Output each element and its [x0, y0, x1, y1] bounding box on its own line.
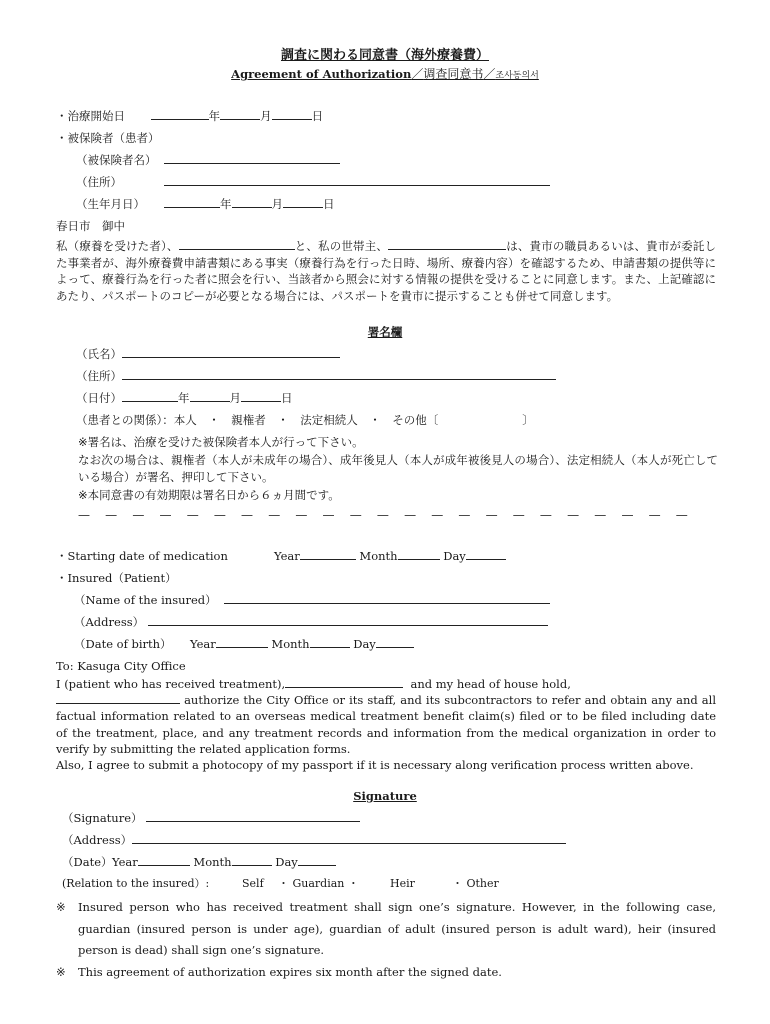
- en-sig-row: [62, 810, 360, 826]
- dash: —: [213, 508, 226, 522]
- en-start-date-label: ・Starting date of medication: [56, 549, 228, 563]
- jp-start-day-field[interactable]: [272, 108, 312, 120]
- jp-day-label: 日: [323, 197, 335, 211]
- en-birth-month-field[interactable]: [310, 636, 350, 648]
- en-body-part-c: authorize the City Office or its staff, and its subcontractors to refer and obtain any and all factual information related to an overseas medical treatment benefit claim(s) filed or to be filed including date of the treatment, place, and any treatment records and information from the medical organization in order to verify by submitting the related application forms.: [56, 693, 716, 756]
- jp-date-year-field[interactable]: [122, 390, 178, 402]
- jp-year-label: 年: [178, 391, 190, 405]
- jp-body-part3: は、貴市の職員あるいは、貴市が委託した事業者が、海外療養費申請書類にある事実（療養行為を行った日時、場所、療養内容）を確認するため、申請書類の提供等によって、療養行為を行った者に照会を行い、当該者から照会に対する情報の提供を受けることに同意します。また、上記確認にあたり、パスポートのコピーが必要となる場合には、パスポートを貴市に提示することも併せて同意します。: [56, 239, 717, 303]
- en-month-label: Month: [359, 549, 398, 563]
- jp-date-day-field[interactable]: [241, 390, 281, 402]
- dash: —: [349, 508, 362, 522]
- jp-sig-address-row: [76, 368, 556, 384]
- dash: —: [458, 508, 471, 522]
- dash: —: [539, 508, 552, 522]
- en-sig-address-label: （Address）: [62, 833, 133, 847]
- en-relation-other[interactable]: ・ Other: [452, 877, 499, 890]
- jp-body-part2: と、私の世帯主、: [294, 239, 389, 253]
- jp-month-label: 月: [271, 197, 283, 211]
- en-month-label: Month: [271, 637, 310, 651]
- jp-relation-row: [76, 412, 534, 428]
- jp-sig-address-field[interactable]: [122, 368, 556, 380]
- en-note1: [56, 897, 716, 962]
- dash: —: [241, 508, 254, 522]
- jp-note2: なお次の場合は、親権者（本人が未成年の場合）、成年後見人（本人が成年被後見人の場合）、法定相続人（本人が死亡している場合）が署名、押印して下さい。: [78, 453, 718, 484]
- jp-address-field[interactable]: [164, 174, 550, 186]
- jp-householder-name-field[interactable]: [388, 238, 506, 250]
- dash: —: [675, 508, 688, 522]
- en-date-label: （Date）: [62, 855, 113, 869]
- jp-addressee: 春日市 御中: [56, 219, 125, 233]
- en-address-row: [74, 614, 548, 630]
- jp-signature-heading: 署名欄: [367, 325, 403, 339]
- jp-birth-month-field[interactable]: [232, 196, 272, 208]
- title-separator: ／: [411, 67, 424, 81]
- dash: —: [132, 508, 145, 522]
- en-relation-self[interactable]: Self: [242, 877, 264, 890]
- dash: —: [404, 508, 417, 522]
- jp-year-label: 年: [208, 109, 221, 123]
- en-patient-name-field[interactable]: [285, 676, 403, 688]
- en-year-label: Year: [274, 549, 300, 563]
- jp-relation-close: 〕: [522, 413, 534, 427]
- en-address-label: （Address）: [74, 615, 145, 629]
- en-insured-name-label: （Name of the insured）: [74, 593, 217, 607]
- jp-month-label: 月: [260, 109, 272, 123]
- en-start-day-field[interactable]: [466, 548, 506, 560]
- en-insured-label: ・Insured（Patient）: [56, 571, 177, 585]
- dash: —: [648, 508, 661, 522]
- jp-birth-row: [76, 196, 335, 212]
- jp-name-label: （氏名）: [76, 347, 122, 361]
- jp-date-row: [76, 390, 293, 406]
- title-japanese: [0, 44, 770, 63]
- dash: —: [105, 508, 118, 522]
- en-insured-name-field[interactable]: [224, 592, 550, 604]
- en-insured-name-row: [74, 592, 550, 608]
- en-relation-label: (Relation to the insured）:: [62, 877, 210, 890]
- en-addressee: To: Kasuga City Office: [56, 659, 186, 673]
- jp-insured-name-row: [76, 152, 340, 168]
- dash: —: [268, 508, 281, 522]
- jp-insured-name-field[interactable]: [164, 152, 340, 164]
- en-start-year-field[interactable]: [300, 548, 356, 560]
- en-relation-guardian[interactable]: ・ Guardian ・: [278, 877, 359, 890]
- jp-body-part1: 私（療養を受けた者）、: [56, 239, 179, 253]
- jp-note3: ※本同意書の有効期限は署名日から６ヵ月間です。: [78, 488, 340, 502]
- jp-sig-address-label: （住所）: [76, 369, 122, 383]
- jp-date-label: （日付）: [76, 391, 122, 405]
- jp-address-label: （住所）: [76, 175, 122, 189]
- section-separator: [78, 508, 688, 524]
- title-english: Agreement of Authorization: [231, 67, 412, 81]
- dash: —: [567, 508, 580, 522]
- jp-consent-paragraph: [56, 238, 716, 304]
- en-consent-paragraph: [56, 676, 716, 773]
- dash: —: [159, 508, 172, 522]
- dash: —: [431, 508, 444, 522]
- jp-start-year-field[interactable]: [151, 108, 209, 120]
- jp-name-row: [76, 346, 340, 362]
- en-sig-label: （Signature）: [62, 811, 143, 825]
- jp-start-date-label: ・治療開始日: [56, 109, 125, 123]
- jp-birth-year-field[interactable]: [164, 196, 220, 208]
- en-birth-row: [74, 636, 414, 652]
- title-chinese: 调查同意书: [423, 67, 484, 81]
- en-birth-day-field[interactable]: [376, 636, 414, 648]
- title-korean: 조사동의서: [495, 71, 539, 81]
- jp-year-label: 年: [220, 197, 232, 211]
- jp-date-month-field[interactable]: [190, 390, 230, 402]
- en-day-label: Day: [443, 549, 466, 563]
- dash: —: [322, 508, 335, 522]
- jp-birth-day-field[interactable]: [283, 196, 323, 208]
- en-day-label: Day: [353, 637, 376, 651]
- en-relation-row: [62, 876, 499, 892]
- dash: —: [376, 508, 389, 522]
- title-separator: ／: [483, 67, 496, 81]
- en-body-part-d: Also, I agree to submit a photocopy of my passport if it is necessary along verification process written above.: [56, 758, 694, 773]
- en-year-label: Year: [190, 637, 216, 651]
- jp-start-month-field[interactable]: [220, 108, 260, 120]
- en-date-month-field[interactable]: [232, 854, 272, 866]
- dash: —: [621, 508, 634, 522]
- en-start-date-row: [56, 548, 506, 564]
- en-address-field[interactable]: [148, 614, 548, 626]
- en-birth-label: （Date of birth）: [74, 637, 172, 651]
- dash: —: [594, 508, 607, 522]
- en-note2: [56, 962, 716, 984]
- en-sig-address-field[interactable]: [132, 832, 566, 844]
- jp-note1: ※署名は、治療を受けた被保険者本人が行って下さい。: [78, 435, 364, 449]
- en-date-day-field[interactable]: [298, 854, 336, 866]
- en-birth-year-field[interactable]: [216, 636, 268, 648]
- en-sig-address-row: [62, 832, 566, 848]
- en-start-month-field[interactable]: [398, 548, 440, 560]
- dash: —: [186, 508, 199, 522]
- en-day-label: Day: [275, 855, 298, 869]
- en-note1-text: Insured person who has received treatment shall sign one’s signature. However, in the following case, guardian (insured person is under age), guardian of adult (insured person is adult ward), heir (insured person is dead) shall sign one’s signature.: [78, 900, 716, 957]
- en-date-year-field[interactable]: [138, 854, 190, 866]
- note-mark: ※: [56, 965, 66, 979]
- jp-month-label: 月: [229, 391, 241, 405]
- dash: —: [512, 508, 525, 522]
- en-body-part-b: and my head of house hold,: [410, 677, 571, 691]
- en-month-label: Month: [193, 855, 232, 869]
- jp-insured-label: ・被保険者（患者）: [56, 131, 160, 145]
- note-mark: ※: [56, 900, 66, 914]
- en-householder-name-field[interactable]: [56, 692, 180, 704]
- title-multilingual: [0, 65, 770, 82]
- jp-birth-label: （生年月日）: [76, 197, 145, 211]
- jp-day-label: 日: [281, 391, 293, 405]
- dash: —: [295, 508, 308, 522]
- title-jp-text: 調査に関わる同意書（海外療養費）: [280, 48, 489, 63]
- en-note2-text: This agreement of authorization expires six month after the signed date.: [78, 965, 502, 979]
- en-signature-heading: Signature: [353, 789, 417, 803]
- en-body-part-a: I (patient who has received treatment),: [56, 677, 286, 691]
- jp-day-label: 日: [311, 109, 324, 123]
- dash: —: [485, 508, 498, 522]
- jp-name-field[interactable]: [122, 346, 340, 358]
- jp-address-row: [76, 174, 550, 190]
- en-signature-field[interactable]: [146, 810, 360, 822]
- en-relation-heir[interactable]: Heir: [390, 877, 415, 890]
- en-year-label: Year: [112, 855, 138, 869]
- en-date-row: [62, 854, 336, 870]
- jp-patient-name-field[interactable]: [179, 238, 295, 250]
- dash: —: [78, 508, 90, 522]
- jp-relation-label: （患者との関係）：本人 ・ 親権者 ・ 法定相続人 ・ その他〔: [76, 413, 439, 427]
- jp-start-date-row: [56, 108, 323, 124]
- jp-insured-name-label: （被保険者名）: [76, 153, 157, 167]
